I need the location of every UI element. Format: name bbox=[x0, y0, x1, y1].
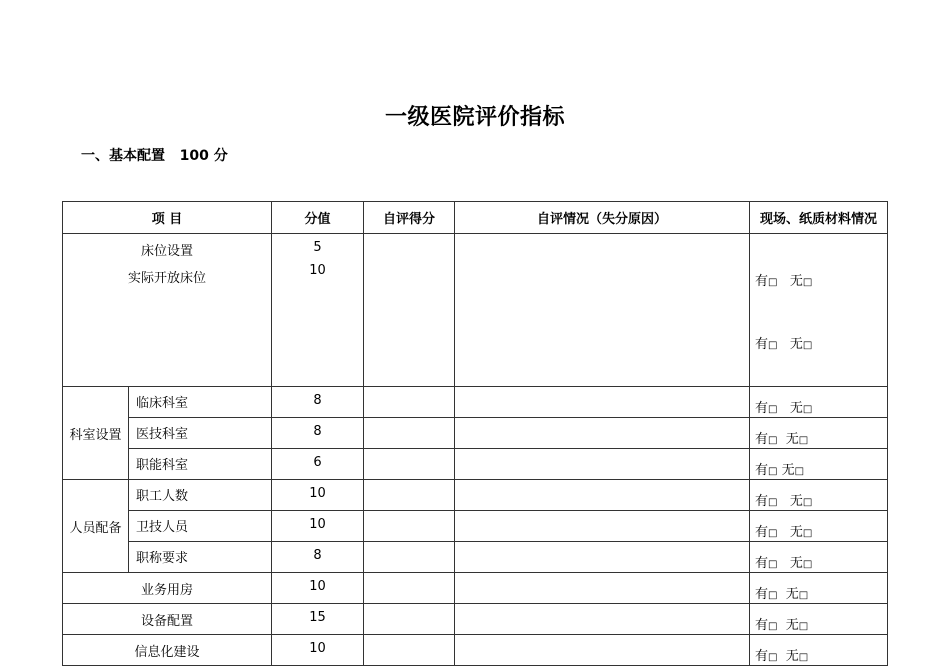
materials-cell bbox=[750, 635, 888, 666]
yes-label: 有 bbox=[755, 556, 769, 571]
table-row bbox=[63, 542, 888, 573]
open-beds-score: 10 bbox=[309, 263, 326, 278]
bed-setting-label: 床位设置 bbox=[140, 244, 193, 259]
no-label: 无 bbox=[789, 274, 803, 289]
yes-checkbox[interactable]: □ bbox=[768, 435, 778, 446]
self-score-cell[interactable] bbox=[364, 511, 455, 542]
informatization-label: 信息化建设 bbox=[63, 635, 272, 666]
self-situation-cell[interactable] bbox=[455, 604, 750, 635]
self-situation-cell[interactable] bbox=[455, 449, 750, 480]
health-tech-score: 10 bbox=[272, 511, 364, 542]
table-row bbox=[63, 511, 888, 542]
no-label: 无 bbox=[789, 401, 803, 416]
materials-cell bbox=[750, 542, 888, 573]
table-row bbox=[63, 387, 888, 418]
title-req-score: 8 bbox=[272, 542, 364, 573]
yes-label: 有 bbox=[755, 463, 769, 478]
table-row bbox=[63, 635, 888, 666]
self-situation-cell[interactable] bbox=[455, 418, 750, 449]
self-situation-cell[interactable] bbox=[455, 635, 750, 666]
dept-group-cell: 科室设置 bbox=[63, 387, 129, 480]
materials-cell bbox=[750, 418, 888, 449]
self-score-cell[interactable] bbox=[364, 418, 455, 449]
materials-cell bbox=[750, 511, 888, 542]
housing-score: 10 bbox=[272, 573, 364, 604]
yes-label: 有 bbox=[755, 494, 769, 509]
no-label: 无 bbox=[781, 463, 795, 478]
no-label: 无 bbox=[785, 432, 799, 447]
self-situation-cell[interactable] bbox=[455, 387, 750, 418]
staff-group-cell: 人员配备 bbox=[63, 480, 129, 573]
employees-score: 10 bbox=[272, 480, 364, 511]
header-self-score: 自评得分 bbox=[364, 202, 455, 234]
yes-label: 有 bbox=[755, 432, 769, 447]
no-label: 无 bbox=[789, 556, 803, 571]
self-situation-cell[interactable] bbox=[455, 542, 750, 573]
open-beds-label: 实际开放床位 bbox=[127, 271, 206, 286]
yes-checkbox[interactable]: □ bbox=[768, 559, 778, 570]
no-label: 无 bbox=[785, 587, 799, 602]
header-self-situation: 自评情况（失分原因） bbox=[455, 202, 750, 234]
medtech-label: 医技科室 bbox=[129, 418, 272, 449]
materials-cell bbox=[750, 234, 888, 387]
yes-checkbox[interactable]: □ bbox=[768, 404, 778, 415]
clinical-label: 临床科室 bbox=[129, 387, 272, 418]
yes-label: 有 bbox=[755, 401, 769, 416]
bed-score-cell bbox=[272, 234, 364, 387]
no-checkbox[interactable]: □ bbox=[802, 497, 813, 508]
self-score-cell[interactable] bbox=[364, 387, 455, 418]
table-row bbox=[63, 234, 888, 387]
yes-label: 有 bbox=[755, 618, 769, 633]
functional-score: 6 bbox=[272, 449, 364, 480]
no-checkbox[interactable]: □ bbox=[798, 590, 809, 601]
table-row bbox=[63, 480, 888, 511]
no-checkbox[interactable]: □ bbox=[794, 466, 805, 477]
self-score-cell[interactable] bbox=[364, 604, 455, 635]
housing-label: 业务用房 bbox=[63, 573, 272, 604]
table-header-row bbox=[63, 202, 888, 234]
no-checkbox[interactable]: □ bbox=[798, 621, 809, 632]
title-req-label: 职称要求 bbox=[129, 542, 272, 573]
yes-label: 有 bbox=[755, 649, 769, 664]
no-label: 无 bbox=[785, 618, 799, 633]
no-label: 无 bbox=[789, 337, 803, 352]
self-situation-cell[interactable] bbox=[455, 480, 750, 511]
no-label: 无 bbox=[789, 525, 803, 540]
health-tech-label: 卫技人员 bbox=[129, 511, 272, 542]
bed-setting-score: 5 bbox=[313, 240, 322, 255]
yes-label: 有 bbox=[755, 587, 769, 602]
evaluation-table bbox=[62, 201, 888, 666]
employees-label: 职工人数 bbox=[129, 480, 272, 511]
equipment-label: 设备配置 bbox=[63, 604, 272, 635]
yes-checkbox[interactable]: □ bbox=[768, 652, 778, 663]
section-heading: 一、基本配置 100 分 bbox=[81, 148, 228, 164]
medtech-score: 8 bbox=[272, 418, 364, 449]
materials-cell bbox=[750, 604, 888, 635]
no-label: 无 bbox=[785, 649, 799, 664]
page-title: 一级医院评价指标 bbox=[384, 105, 565, 130]
yes-checkbox[interactable]: □ bbox=[768, 621, 778, 632]
yes-label: 有 bbox=[755, 274, 769, 289]
no-checkbox[interactable]: □ bbox=[802, 559, 813, 570]
no-checkbox[interactable]: □ bbox=[802, 404, 813, 415]
self-score-cell[interactable] bbox=[364, 635, 455, 666]
functional-label: 职能科室 bbox=[129, 449, 272, 480]
self-situation-cell[interactable] bbox=[455, 511, 750, 542]
materials-cell bbox=[750, 387, 888, 418]
equipment-score: 15 bbox=[272, 604, 364, 635]
self-score-cell[interactable] bbox=[364, 449, 455, 480]
no-checkbox[interactable]: □ bbox=[798, 435, 809, 446]
table-row bbox=[63, 604, 888, 635]
no-checkbox[interactable]: □ bbox=[802, 340, 813, 351]
informatization-score: 10 bbox=[272, 635, 364, 666]
header-score: 分值 bbox=[272, 202, 364, 234]
yes-label: 有 bbox=[755, 337, 769, 352]
self-score-cell[interactable] bbox=[364, 573, 455, 604]
self-situation-cell[interactable] bbox=[455, 234, 750, 387]
bed-item-cell bbox=[63, 234, 272, 387]
table-row bbox=[63, 573, 888, 604]
yes-checkbox[interactable]: □ bbox=[768, 277, 778, 288]
table-row bbox=[63, 449, 888, 480]
header-materials: 现场、纸质材料情况 bbox=[750, 202, 888, 234]
materials-cell bbox=[750, 449, 888, 480]
yes-checkbox[interactable]: □ bbox=[768, 590, 778, 601]
self-score-cell[interactable] bbox=[364, 234, 455, 387]
header-item: 项 目 bbox=[63, 202, 272, 234]
self-situation-cell[interactable] bbox=[455, 573, 750, 604]
yes-label: 有 bbox=[755, 525, 769, 540]
no-label: 无 bbox=[789, 494, 803, 509]
yes-checkbox[interactable]: □ bbox=[768, 466, 778, 477]
table-row bbox=[63, 418, 888, 449]
no-checkbox[interactable]: □ bbox=[802, 528, 813, 539]
no-checkbox[interactable]: □ bbox=[802, 277, 813, 288]
yes-checkbox[interactable]: □ bbox=[768, 340, 778, 351]
self-score-cell[interactable] bbox=[364, 480, 455, 511]
yes-checkbox[interactable]: □ bbox=[768, 497, 778, 508]
no-checkbox[interactable]: □ bbox=[798, 652, 809, 663]
materials-cell bbox=[750, 480, 888, 511]
clinical-score: 8 bbox=[272, 387, 364, 418]
self-score-cell[interactable] bbox=[364, 542, 455, 573]
materials-cell bbox=[750, 573, 888, 604]
yes-checkbox[interactable]: □ bbox=[768, 528, 778, 539]
